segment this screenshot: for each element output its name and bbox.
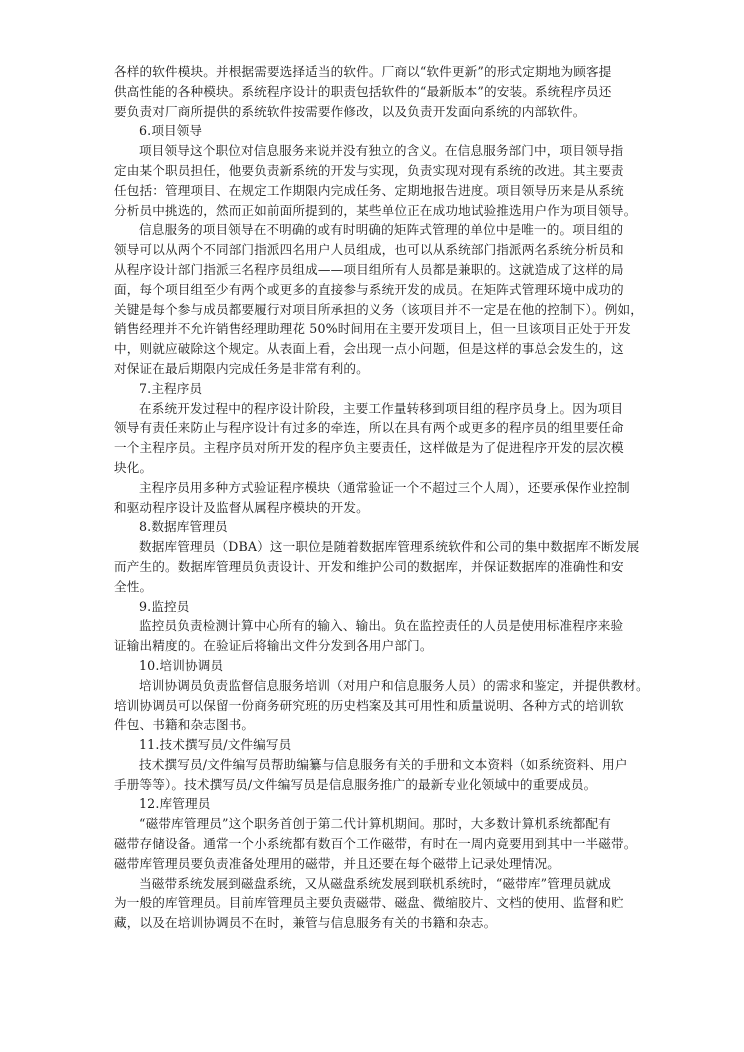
text-line: 项目领导这个职位对信息服务来说并没有独立的含义。在信息服务部门中，项目领导指 — [139, 143, 624, 159]
section-heading: 11.技术撰写员/文件编写员 — [139, 737, 292, 753]
text-line: 关键是每个参与成员都要履行对项目所承担的义务（该项目并不一定是在他的控制下）。例如， — [114, 301, 643, 317]
text-line: 块化。 — [114, 459, 153, 475]
text-line: 信息服务的项目领导在不明确的或有时明确的矩阵式管理的单位中是唯一的。项目组的 — [139, 222, 624, 238]
text-line: 全性。 — [114, 578, 153, 594]
text-line: 中，则就应破除这个规定。从表面上看，会出现一点小问题，但是这样的事总会发生的，这 — [114, 341, 624, 357]
text-line: 各样的软件模块。并根据需要选择适当的软件。厂商以“软件更新”的形式定期地为顾客提 — [114, 64, 612, 79]
text-line: 和驱动程序设计及监督从属程序模块的开发。 — [114, 499, 369, 515]
text-line: 在系统开发过程中的程序设计阶段，主要工作量转移到项目组的程序员身上。因为项目 — [139, 400, 624, 416]
text-line: 任包括：管理项目、在规定工作期限内完成任务、定期地报告进度。项目领导历来是从系统 — [114, 182, 624, 198]
text-line: 领导有责任来防止与程序设计有过多的牵连，所以在具有两个或更多的程序员的组里要任命 — [114, 420, 624, 436]
text-line: 主程序员用多种方式验证程序模块（通常验证一个不超过三个人周），还要承保作业控制 — [139, 479, 630, 495]
section-heading: 8.数据库管理员 — [139, 519, 228, 535]
section-heading: 6.项目领导 — [139, 123, 203, 139]
text-line: 分析员中挑选的，然而正如前面所提到的，某些单位正在成功地试验推选用户作为项目领导。 — [114, 202, 637, 218]
section-heading: 10.培训协调员 — [139, 657, 224, 673]
text-line: 磁带存储设备。通常一个小系统都有数百个工作磁带，有时在一周内竟要用到其中一半磁带。 — [114, 836, 637, 852]
text-line: 要负责对厂商所提供的系统软件按需要作修改，以及负责开发面向系统的内部软件。 — [114, 103, 586, 119]
text-line: 面，每个项目组至少有两个或更多的直接参与系统开发的成员。在矩阵式管理环境中成功的 — [114, 281, 624, 297]
section-heading: 12.库管理员 — [139, 796, 211, 812]
text-line: 定由某个职员担任，他要负责新系统的开发与实现，负责实现对现有系统的改进。其主要责 — [114, 162, 624, 178]
text-line: 销售经理并不允许销售经理助理花 50%时间用在主要开发项目上，但一旦该项目正处于开发 — [114, 321, 631, 337]
text-line: “磁带库管理员”这个职务首创于第二代计算机期间。那时，大多数计算机系统都配有 — [139, 816, 611, 832]
text-line: 领导可以从两个不同部门指派四名用户人员组成，也可以从系统部门指派两名系统分析员和 — [114, 242, 624, 258]
text-body — [114, 62, 662, 933]
text-line: 件包、书籍和杂志图书。 — [114, 717, 255, 733]
text-line: 对保证在最后期限内完成任务是非常有利的。 — [114, 360, 369, 376]
section-heading: 9.监控员 — [139, 598, 190, 614]
text-line: 数据库管理员（DBA）这一职位是随着数据库管理系统软件和公司的集中数据库不断发展 — [139, 539, 640, 555]
text-line: 而产生的。数据库管理员负责设计、开发和维护公司的数据库，并保证数据库的准确性和安 — [114, 558, 624, 574]
text-line: 一个主程序员。主程序员对所开发的程序负主要责任，这样做是为了促进程序开发的层次模 — [114, 440, 624, 456]
text-line: 培训协调员负责监督信息服务培训（对用户和信息服务人员）的需求和鉴定，并提供教材。 — [139, 677, 649, 693]
text-line: 藏，以及在培训协调员不在时，兼管与信息服务有关的书籍和杂志。 — [114, 915, 497, 931]
text-line: 磁带库管理员要负责准备处理用的磁带，并且还要在每个磁带上记录处理情况。 — [114, 855, 561, 871]
text-line: 监控员负责检测计算中心所有的输入、输出。负在监控责任的人员是使用标准程序来验 — [139, 618, 624, 634]
text-line: 手册等等）。技术撰写员/文件编写员是信息服务推广的最新专业化领域中的重要成员。 — [114, 776, 597, 792]
text-line: 技术撰写员/文件编写员帮助编纂与信息服务有关的手册和文本资料（如系统资料、用户 — [139, 756, 628, 772]
section-heading: 7.主程序员 — [139, 380, 203, 396]
text-line: 证输出精度的。在验证后将输出文件分发到各用户部门。 — [114, 638, 433, 654]
text-line: 当磁带系统发展到磁盘系统，又从磁盘系统发展到联机系统时，“磁带库”管理员就成 — [139, 875, 611, 891]
text-line: 为一般的库管理员。目前库管理员主要负责磁带、磁盘、微缩胶片、文档的使用、监督和贮 — [114, 895, 624, 911]
text-line: 供高性能的各种模块。系统程序设计的职责包括软件的“最新版本”的安装。系统程序员还 — [114, 83, 612, 99]
text-line: 培训协调员可以保留一份商务研究班的历史档案及其可用性和质量说明、各种方式的培训软 — [114, 697, 624, 713]
text-line: 从程序设计部门指派三名程序员组成——项目组所有人员都是兼职的。这就造成了这样的局 — [114, 261, 624, 277]
